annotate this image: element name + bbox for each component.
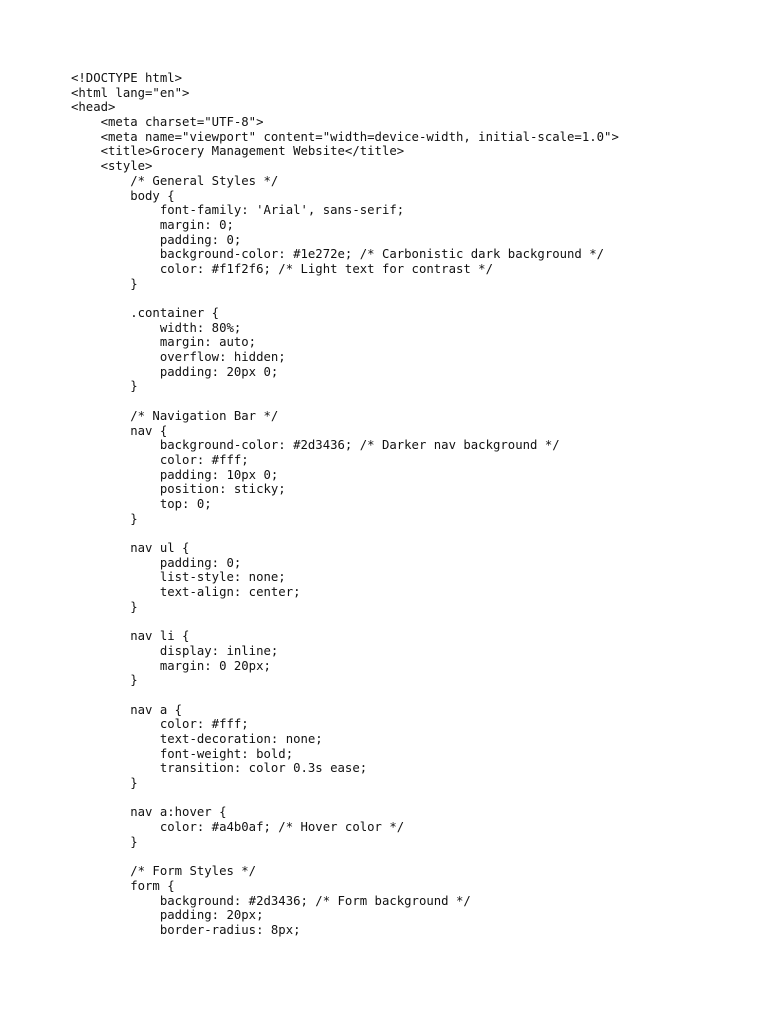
code-line: <html lang="en">: [71, 85, 190, 100]
code-line: <head>: [71, 100, 116, 115]
code-line: }: [71, 379, 138, 394]
code-line: [71, 291, 619, 306]
code-line: }: [71, 834, 138, 849]
code-line: border-radius: 8px;: [71, 922, 301, 937]
code-line: /* Navigation Bar */: [71, 408, 279, 423]
code-line: text-decoration: none;: [71, 731, 323, 746]
code-line: padding: 0;: [71, 555, 242, 570]
code-line: <meta name="viewport" content="width=device-width, initial-scale=1.0">: [71, 129, 619, 144]
code-line: .container {: [71, 306, 220, 320]
code-line: overflow: hidden;: [71, 350, 286, 365]
code-line: background: #2d3436; /* Form background */: [71, 893, 471, 908]
code-line: color: #fff;: [71, 452, 249, 467]
code-line: color: #f1f2f6; /* Light text for contrast */: [71, 261, 493, 276]
code-line: margin: auto;: [71, 335, 257, 350]
code-line: padding: 10px 0;: [71, 467, 279, 482]
code-line: margin: 0;: [71, 217, 234, 232]
code-line: text-align: center;: [71, 585, 301, 600]
code-line: font-weight: bold;: [71, 746, 294, 761]
code-line: <meta charset="UTF-8">: [71, 115, 264, 130]
code-line: [71, 394, 619, 409]
code-line: }: [71, 511, 138, 526]
code-line: nav {: [71, 423, 168, 438]
code-line: <!DOCTYPE html>: [71, 71, 183, 85]
code-line: form {: [71, 878, 175, 893]
code-line: transition: color 0.3s ease;: [71, 761, 368, 776]
code-line: }: [71, 276, 138, 291]
code-line: [71, 614, 619, 629]
code-line: nav ul {: [71, 541, 190, 555]
code-line: background-color: #2d3436; /* Darker nav background */: [71, 438, 560, 453]
code-line: [71, 849, 619, 864]
code-line: color: #a4b0af; /* Hover color */: [71, 820, 405, 835]
code-line: <style>: [71, 159, 153, 174]
code-line: nav a:hover {: [71, 805, 227, 820]
code-line: nav li {: [71, 629, 190, 644]
code-line: font-family: 'Arial', sans-serif;: [71, 203, 405, 218]
code-line: [71, 791, 619, 806]
code-line: }: [71, 673, 138, 688]
code-line: width: 80%;: [71, 320, 242, 335]
code-line: color: #fff;: [71, 717, 249, 732]
code-line: }: [71, 599, 138, 614]
code-line: list-style: none;: [71, 570, 286, 585]
code-line: top: 0;: [71, 496, 212, 511]
code-line: nav a {: [71, 702, 183, 717]
code-line: padding: 0;: [71, 232, 242, 247]
code-line: <title>Grocery Management Website</title>: [71, 144, 405, 159]
code-line: /* General Styles */: [71, 173, 279, 188]
code-line: [71, 526, 619, 541]
code-line: body {: [71, 188, 175, 203]
code-line: padding: 20px;: [71, 908, 264, 923]
code-line: /* Form Styles */: [71, 864, 257, 879]
code-line: padding: 20px 0;: [71, 364, 279, 379]
code-line: display: inline;: [71, 643, 279, 658]
code-line: position: sticky;: [71, 482, 286, 497]
code-line: }: [71, 776, 138, 790]
code-line: background-color: #1e272e; /* Carbonistic dark background */: [71, 247, 605, 262]
code-line: margin: 0 20px;: [71, 658, 271, 673]
code-listing: [71, 71, 619, 938]
code-line: [71, 688, 619, 703]
